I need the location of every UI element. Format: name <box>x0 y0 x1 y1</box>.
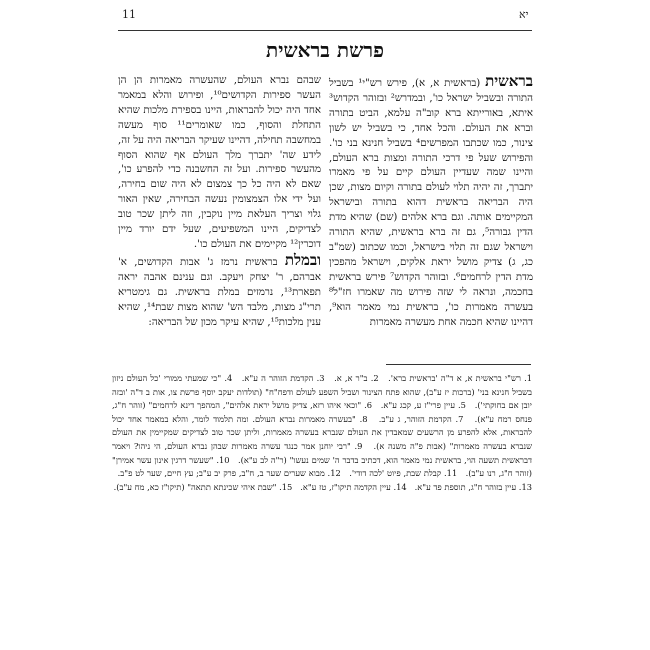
footnote-rule <box>386 364 531 365</box>
footnote: 1. רש"י בראשית א, א ד"ה 'בראשית ברא'. <box>388 373 533 383</box>
right-paragraph <box>329 74 533 330</box>
footnote: 5. עיין פרי"ז ע, קכג ע"א. <box>380 400 466 411</box>
header-rule <box>118 30 532 31</box>
page-number-hebrew: יא <box>519 8 529 21</box>
left-paragraph-1: שבהם נברא העולם, שהעשרה מאמרות הן הן העשר ספירות הקדושים¹⁰, ופירוש והלא במאמר אחד היה יכול להבראות, היינו בספירת מלכות שהיא התחלת והסוף, כמו שאומרים¹¹ סוף מעשה במחשבה תחילה, דהיינו שעיקר הבריאה היה על זה, לידע שה' יתברך מלך העולם אף שהוא הסוף מהעשר ספירות. ועל זה החשבנה כדי להפרע כו', שאם לא היה כל כך צמצום לא היה שום בחירה, ועל ידי אלו הצמצומין נעשה הבחירה, שאין האור גלוי וצריך העלאת מיין נוקבין, וזה ליתן שכר טוב לצדיקים, היינו המשפיעים, שעל ידם יורד מיין דוכרין¹² מקיימים את העולם כו'. <box>118 75 322 250</box>
footnote: 9. "רבי יוחנן אמר כנגד עשרה מאמרות שבהן נברא העולם, הי ניהו? ויאמר דבראשית תשעה הוי, בראשית נמי מאמר הוא, דכתיב בדבר ה' שמים נעשו" (ר"ה לב ע"א). <box>112 440 532 465</box>
footnote: 14. עיין הקדמה תיקו"ז, טז ע"א. <box>300 481 407 492</box>
footnote: 11. קבלת שבת, פיוט 'לכה דודי'. <box>349 468 458 479</box>
lead-word-bereshit: בראשית <box>485 72 533 90</box>
footnote: 13. עיין בזוהר ח"ג, תוספת פד ע"א. <box>414 481 532 492</box>
footnote: 7. הקדמת הזוהר, ג ע"ב. <box>378 413 464 424</box>
footnote: 6. "וכאי איהו רזא, צדיק מושל יראת אלהים", המהפך דינא לרחמים" (זוהר ח"ג, פנחס רמח ע"א). <box>112 400 533 424</box>
right-body-text: (בראשית א, א), פירש רש"י¹ בשביל התורה ובשביל ישראל כו', ובמדרש² ובזוהר הקדוש³ איתא, באורייתא ברא קוב"ה עלמא, הביט בתורה וברא את העולם. והכל אחד, כי בשביל יש לשון צינור, כמו שכתבו המפרשים⁴ בשביל חנינא בני כו'. והפירוש שעל פי דרכי התורה ומצות ברא העולם, והיינו שמה שעדיין העולם קיים על פי מאמרו יתברך, זה יהיה תלוי לעולם בתורה וקיום מצות, שכן היה הבריאה בראשית דהוא בתורה ובישראל המקיימים אותה. וגם ברא אלהים (שם) שהיא מדת הדין גבורה⁵, גם זה ברא בראשית, שהיא התורה וישראל שגם זה תלוי בישראל, וכמו שכתוב (שמ"ב כג, ג) צדיק מושל יראת אלקים, וישראל מהפכין מדת הדין לרחמים⁶. ובזוהר הקדוש⁷ פירש בראשית בחכמה, ונראה לי שזה פירוש מה שאמרו חז"ל⁸ בעשרה מאמרות כו', בראשית נמי מאמר הוא⁹, דהיינו שהיא חכמה אחת מעשרה מאמרות <box>329 78 534 328</box>
footnote: 2. ב"ר א, א. <box>334 373 379 383</box>
footnote: 12. מבוא שערים שער ב, ח"ב, פרק יב ע"ב; עץ חיים, שער לט פ"ב. <box>117 468 341 479</box>
left-text-column <box>118 74 321 330</box>
footnote: 8. "בעשרה מאמרות נברא העולם. ומה תלמוד לומר, והלא במאמר אחד יכול להבראות, אלא להפרע מן הרשעים שמאבדין את העולם שנברא בעשרה מאמרות, וליתן שכר טוב לצדיקים שמקיימין את העולם שנברא בעשרה מאמרות" (אבות פ"ה משנה א). <box>112 413 532 451</box>
lead-word-uvemilat: ובמלת <box>284 250 321 269</box>
footnote: 3. הקדמת הזוהר ה ע"א. <box>241 373 325 383</box>
footnote: 15. "שבת איהי שכינתא תתאה" (תיקו"ז כא, מח ע"ב). <box>113 481 293 492</box>
parsha-title: פרשת בראשית <box>266 38 384 62</box>
left-body-text-2: בראשית נרמז ג' אבות הקדושים, א' אברהם, ר' יצחק ויעקב. וגם ענינם אהבה יראה תפארת¹³, נרמזים במלת בראשית. גם גימטריא תרי"ג מצות, מלבד הש' שהוא מצות שבת¹⁴, שהיא ענין מלכות¹⁵, שהיא עיקר מכון של הבריאה: <box>118 256 321 328</box>
footnote: 4. "כי שמעתי ממורי 'כל העולם ניזון בשביל חנינא בני' (ברכות יז ע"ב), שהוא פתח הצינור ושביל השפע לעולם ודפח"ח" (תולדות יעקב יוסף פרשת צו, אות ב ד"ה 'ובזה יובן אם בחוקתי'). <box>112 373 532 411</box>
footnotes <box>112 372 532 494</box>
page-number-arabic: 11 <box>122 8 136 21</box>
left-paragraph-2 <box>118 250 321 331</box>
footnote: 10. "שעשר דרגין אינון עשר אמירן" (זוהר ח"ג, רנו ע"ב). <box>112 454 532 479</box>
right-text-column <box>329 74 533 330</box>
